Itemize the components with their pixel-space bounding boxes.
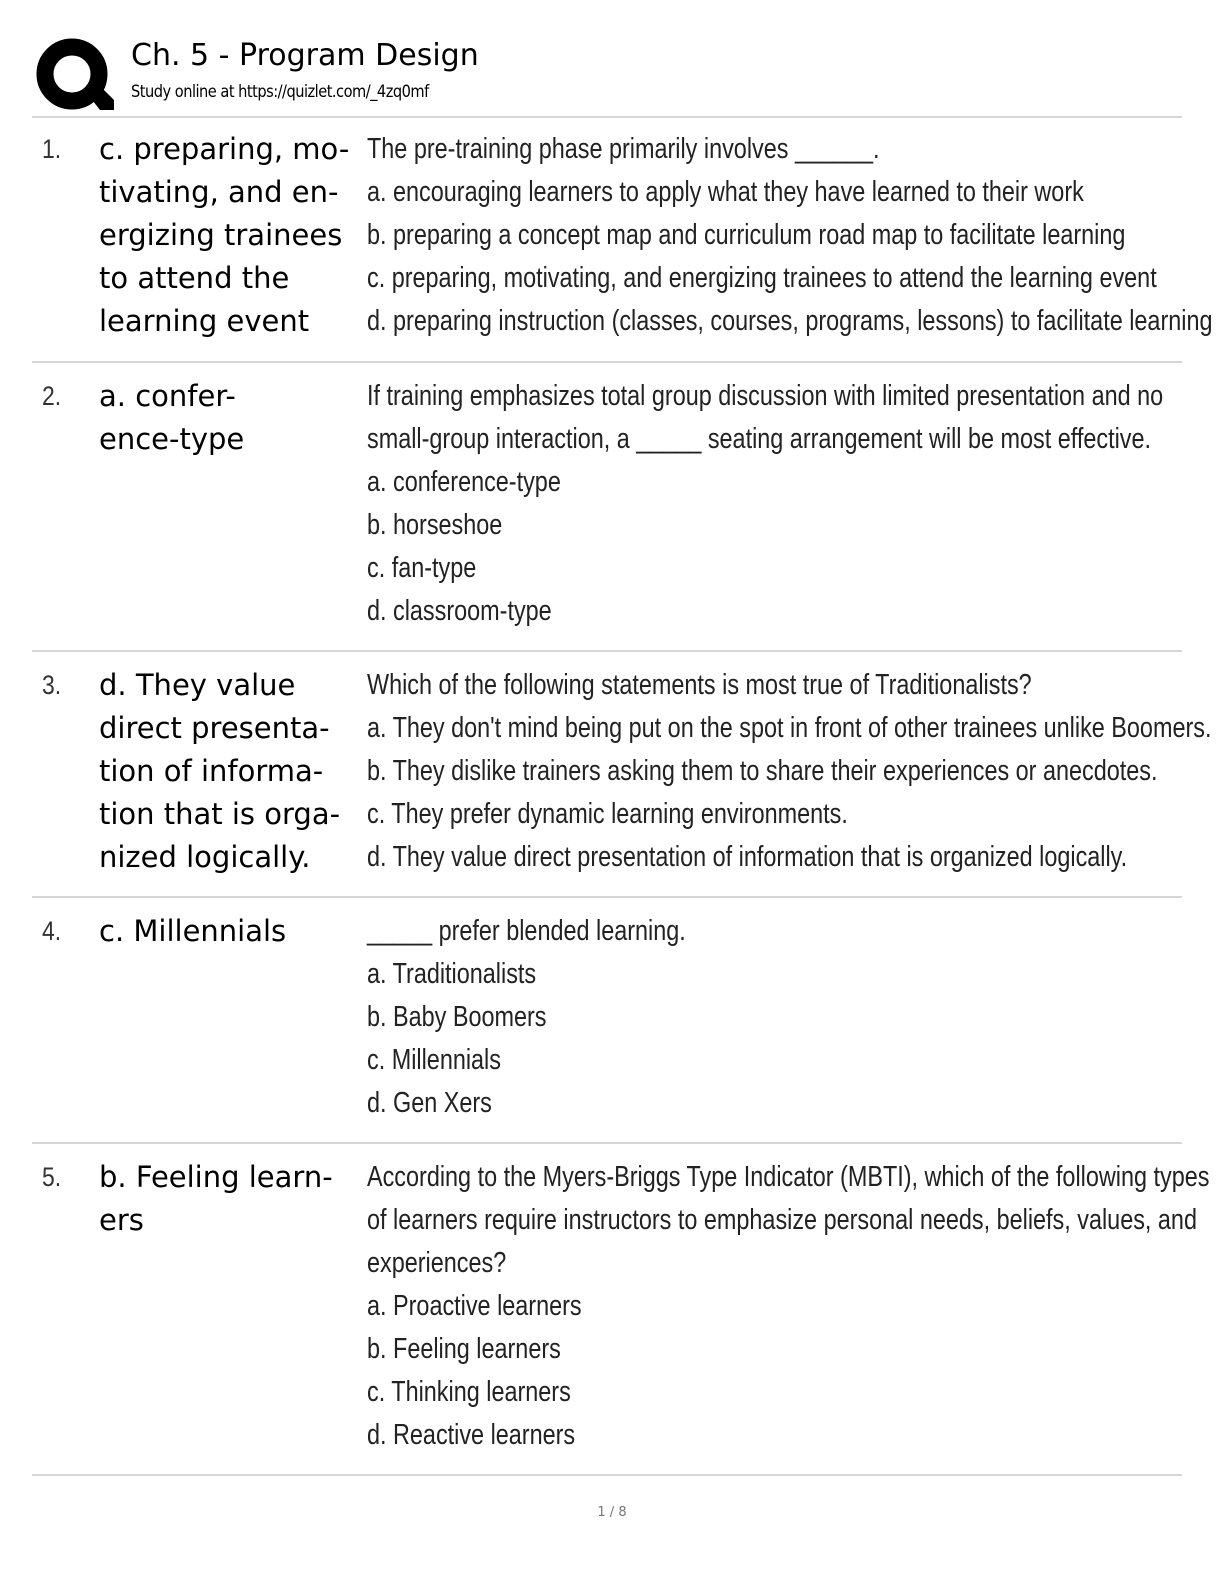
flashcard-2 (32, 375, 1182, 652)
definition-line: d. classroom-type (367, 595, 552, 627)
term-line: nized logically. (99, 840, 311, 874)
card-definition (367, 375, 1174, 633)
definition-line: c. fan-type (367, 552, 477, 584)
definition-line: a. Proactive learners (367, 1290, 582, 1322)
term-line: a. confer- (99, 379, 236, 413)
term-line: c. Millennials (99, 914, 287, 948)
definition-line: If training emphasizes total group discussion with limited presentation and no (367, 380, 1164, 412)
term-line: ence-type (99, 422, 245, 456)
definition-line: a. They don't mind being put on the spot in front of other trainees unlike Boomers. (367, 712, 1212, 744)
quizlet-logo-icon (34, 36, 114, 116)
definition-line: c. Millennials (367, 1044, 501, 1076)
card-definition (367, 910, 1174, 1125)
term-line: tion that is orga- (99, 797, 341, 831)
page-number: 1 / 8 (597, 1505, 627, 1520)
term-line: direct presenta- (99, 711, 330, 745)
definition-line: Which of the following statements is most true of Traditionalists? (367, 669, 1032, 701)
card-number: 4. (42, 916, 62, 946)
definition-line: The pre-training phase primarily involves ______. (367, 133, 880, 165)
page-title: Ch. 5 - Program Design (131, 38, 479, 73)
card-term (99, 910, 361, 953)
definition-line: a. encouraging learners to apply what they have learned to their work (367, 176, 1084, 208)
card-term (99, 128, 361, 343)
card-number: 1. (42, 134, 62, 164)
definition-line: d. Gen Xers (367, 1087, 492, 1119)
header-divider (32, 116, 1182, 118)
card-term (99, 1156, 361, 1242)
definition-line: b. They dislike trainers asking them to share their experiences or anecdotes. (367, 755, 1158, 787)
definition-line: b. Baby Boomers (367, 1001, 547, 1033)
definition-line: d. Reactive learners (367, 1419, 576, 1451)
term-line: ers (99, 1203, 144, 1237)
flashcard-3 (32, 664, 1212, 898)
definition-line: d. preparing instruction (classes, courses, programs, lessons) to facilitate learning (367, 305, 1213, 337)
card-term (99, 664, 361, 879)
card-number: 5. (42, 1162, 62, 1192)
definition-line: a. conference-type (367, 466, 561, 498)
term-line: ergizing trainees (99, 218, 343, 252)
term-line: c. preparing, mo- (99, 132, 350, 166)
card-term (99, 375, 361, 461)
study-online-link[interactable]: Study online at https://quizlet.com/_4zq0mf (131, 82, 429, 102)
term-line: learning event (99, 304, 310, 338)
definition-line: experiences? (367, 1247, 507, 1279)
page-header (32, 30, 1182, 116)
card-number: 2. (42, 381, 62, 411)
card-definition (367, 1156, 1210, 1457)
card-definition (367, 664, 1212, 879)
definition-line: of learners require instructors to emphasize personal needs, beliefs, values, and (367, 1204, 1197, 1236)
term-line: to attend the (99, 261, 290, 295)
definition-line: small-group interaction, a _____ seating arrangement will be most effective. (367, 423, 1152, 455)
term-line: d. They value (99, 668, 296, 702)
definition-line: b. preparing a concept map and curriculum road map to facilitate learning (367, 219, 1126, 251)
card-definition (367, 128, 1213, 343)
definition-line: _____ prefer blended learning. (367, 915, 686, 947)
flashcard-1 (32, 128, 1213, 363)
term-line: tion of informa- (99, 754, 324, 788)
definition-line: b. Feeling learners (367, 1333, 561, 1365)
definition-line: b. horseshoe (367, 509, 503, 541)
card-number: 3. (42, 670, 62, 700)
definition-line: c. Thinking learners (367, 1376, 571, 1408)
flashcard-5 (32, 1156, 1210, 1476)
definition-line: According to the Myers-Briggs Type Indicator (MBTI), which of the following types (367, 1161, 1210, 1193)
definition-line: c. preparing, motivating, and energizing trainees to attend the learning event (367, 262, 1157, 294)
term-line: tivating, and en- (99, 175, 339, 209)
definition-line: c. They prefer dynamic learning environments. (367, 798, 848, 830)
flashcard-4 (32, 910, 1182, 1144)
definition-line: d. They value direct presentation of information that is organized logically. (367, 841, 1128, 873)
definition-line: a. Traditionalists (367, 958, 537, 990)
term-line: b. Feeling learn- (99, 1160, 333, 1194)
